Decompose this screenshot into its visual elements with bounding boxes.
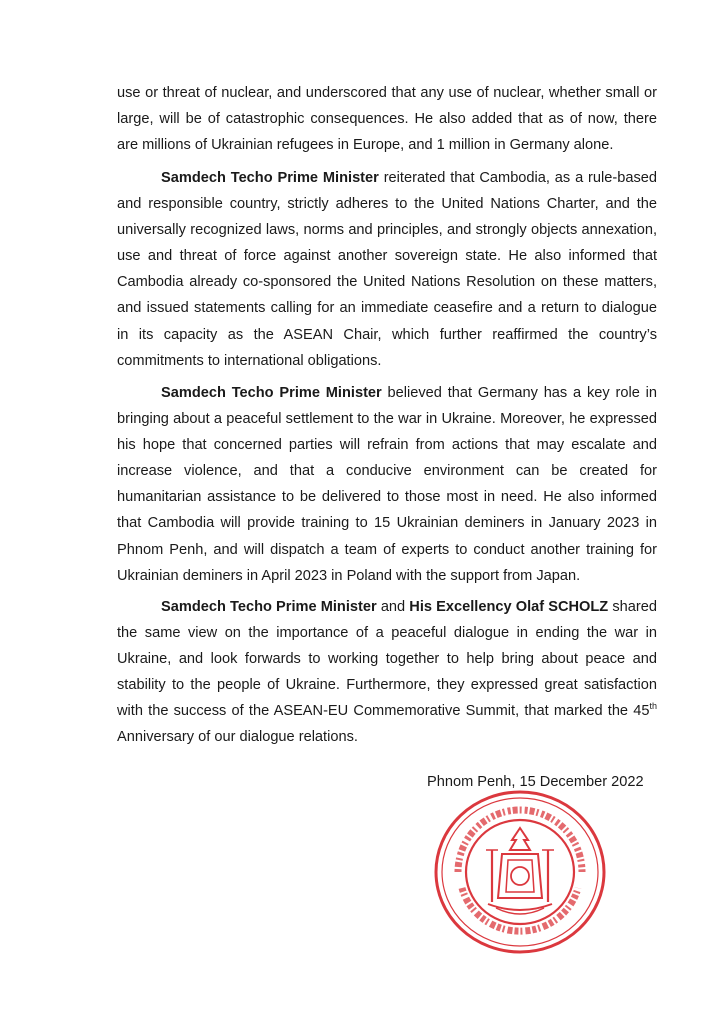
paragraph-4-text-2: Anniversary of our dialogue relations.: [117, 729, 358, 746]
paragraph-2-text: reiterated that Cambodia, as a rule-based and responsible country, strictly adheres to the United Nations Charter, and the universally recognized laws, norms and principles, and strongly objects annexation, use and threat of force against another sovereign state. He also informed that Cambodia already co-sponsored the United Nations Resolution on these matters, and issued statements calling for an immediate ceasefire and a return to dialogue in its capacity as the ASEAN Chair, which further reaffirmed the country’s commitments to international obligations.: [117, 170, 657, 369]
paragraph-1: [117, 80, 657, 158]
paragraph-4-text-1: shared the same view on the importance of a peaceful dialogue in ending the war in Ukraine, and look forwards to working together to help bring about peace and stability to the people of Ukraine. Furthermore, they expressed great satisfaction with the success of the ASEAN-EU Commemorative Summit, that marked the 45: [117, 599, 657, 720]
place-date: Phnom Penh, 15 December 2022: [427, 774, 644, 790]
paragraph-2-speaker: Samdech Techo Prime Minister: [161, 170, 379, 186]
paragraph-4-speaker-2: His Excellency Olaf SCHOLZ: [409, 599, 609, 615]
royal-seal-stamp: [430, 780, 610, 960]
paragraph-3-speaker: Samdech Techo Prime Minister: [161, 385, 382, 401]
paragraph-2: [117, 165, 657, 374]
paragraph-4-speaker-1: Samdech Techo Prime Minister: [161, 599, 377, 615]
ordinal-suffix: th: [649, 701, 657, 712]
paragraph-3: [117, 380, 657, 589]
paragraph-4-conjunction: and: [376, 599, 410, 615]
paragraph-4: [117, 594, 657, 751]
paragraph-1-text: use or threat of nuclear, and underscored that any use of nuclear, whether small or large, will be of catastrophic consequences. He also added that as of now, there are millions of Ukrainian refugees in Europe, and 1 million in Germany alone.: [117, 85, 657, 154]
paragraph-3-text: believed that Germany has a key role in bringing about a peaceful settlement to the war in Ukraine. Moreover, he expressed his hope that concerned parties will refrain from actions that may escalate and increase violence, and that a conducive environment can be created for humanitarian assistance to be delivered to those most in need. He also informed that Cambodia will provide training to 15 Ukrainian deminers in January 2023 in Phnom Penh, and will dispatch a team of experts to conduct another training for Ukrainian deminers in April 2023 in Poland with the support from Japan.: [117, 385, 657, 584]
